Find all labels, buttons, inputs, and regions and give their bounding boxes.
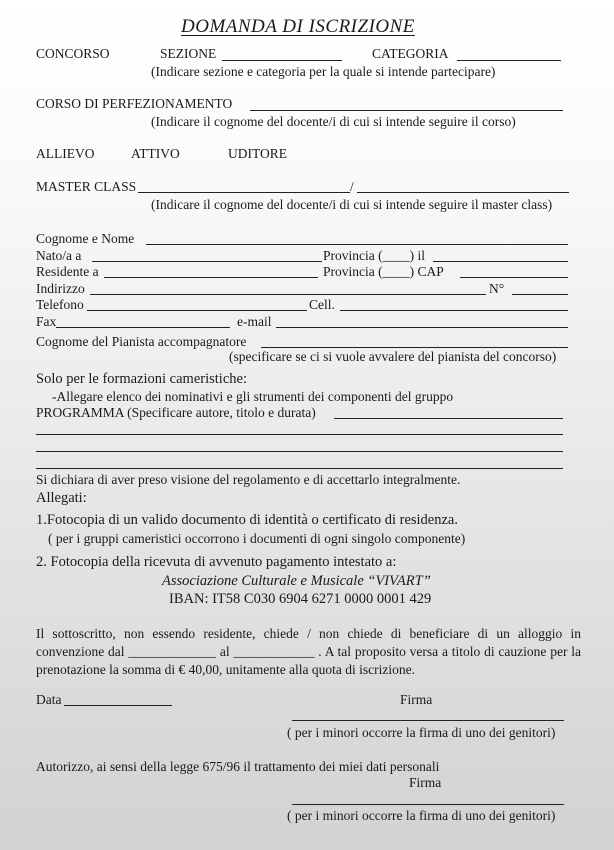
pianista-label: Cognome del Pianista accompagnatore (36, 334, 247, 349)
corso-field[interactable] (250, 110, 563, 111)
programma-field-1[interactable] (334, 418, 563, 419)
privacy-text: Autorizzo, ai sensi della legge 675/96 il trattamento dei miei dati personali (36, 759, 440, 774)
programma-field-3[interactable] (36, 451, 563, 452)
cell-label: Cell. (309, 297, 335, 312)
cap-field[interactable] (460, 277, 568, 278)
cameristiche-heading: Solo per le formazioni cameristiche: (36, 371, 247, 387)
data-label: Data (36, 692, 62, 707)
allegato-1-note: ( per i gruppi cameristici occorrono i documenti di ogni singolo componente) (48, 531, 466, 546)
pianista-field[interactable] (261, 347, 568, 348)
data-field[interactable] (64, 705, 172, 706)
option-uditore[interactable]: UDITORE (228, 146, 287, 161)
telefono-field[interactable] (87, 310, 307, 311)
sezione-field[interactable] (222, 60, 342, 61)
firma-note-2: ( per i minori occorre la firma di uno dei genitori) (287, 808, 556, 823)
dichiarazione: Si dichiara di aver preso visione del regolamento e di accettarlo integralmente. (36, 472, 461, 487)
firma-label-1: Firma (400, 692, 433, 707)
data-nascita-field[interactable] (433, 261, 568, 262)
master-field-1[interactable] (138, 192, 350, 193)
provincia-cap-label: Provincia (____) CAP (323, 264, 444, 279)
residente-field[interactable] (104, 277, 318, 278)
indirizzo-label: Indirizzo (36, 281, 85, 296)
fax-field[interactable] (56, 327, 230, 328)
provincia-il-label: Provincia (____) il (323, 248, 425, 263)
master-slash: / (350, 179, 354, 194)
allegato-2: 2. Fotocopia della ricevuta di avvenuto pagamento intestato a: (36, 554, 397, 570)
pianista-note: (specificare se ci si vuole avvalere del pianista del concorso) (229, 349, 557, 364)
categoria-field[interactable] (457, 60, 561, 61)
email-label: e-mail (237, 314, 272, 329)
programma-label: PROGRAMMA (Specificare autore, titolo e durata) (36, 405, 316, 420)
fax-label: Fax (36, 314, 57, 329)
firma-field-2[interactable] (292, 804, 564, 805)
firma-field-1[interactable] (292, 720, 564, 721)
corso-label: CORSO DI PERFEZIONAMENTO (36, 96, 233, 111)
option-allievo[interactable]: ALLIEVO (36, 146, 95, 161)
concorso-label: CONCORSO (36, 46, 110, 61)
alloggio-paragraph: Il sottoscritto, non essendo residente, chiede / non chiede di beneficiare di un alloggio in convenzione dal _____________ al ____________ . A tal proposito versa a titolo di cauzione per la prenotazione la somma di € 40,00, unitamente alla quota di iscrizione. (36, 626, 581, 677)
master-note: (Indicare il cognome del docente/i di cui si intende seguire il master class) (151, 197, 553, 212)
firma-note-1: ( per i minori occorre la firma di uno dei genitori) (287, 725, 556, 740)
iban: IBAN: IT58 C030 6904 6271 0000 0001 429 (169, 591, 432, 607)
categoria-label: CATEGORIA (372, 46, 449, 61)
concorso-note: (Indicare sezione e categoria per la quale si intende partecipare) (151, 64, 496, 79)
form-title: DOMANDA DI ISCRIZIONE (181, 16, 415, 37)
master-label: MASTER CLASS (36, 179, 137, 194)
cognome-nome-label: Cognome e Nome (36, 231, 135, 246)
cell-field[interactable] (340, 310, 568, 311)
programma-field-2[interactable] (36, 434, 563, 435)
cameristiche-note: -Allegare elenco dei nominativi e gli strumenti dei componenti del gruppo (52, 389, 454, 404)
sezione-label: SEZIONE (160, 46, 217, 61)
indirizzo-field[interactable] (90, 294, 486, 295)
programma-field-4[interactable] (36, 468, 563, 469)
allegato-1: 1.Fotocopia di un valido documento di identità o certificato di residenza. (36, 512, 458, 528)
master-field-2[interactable] (357, 192, 569, 193)
option-attivo[interactable]: ATTIVO (131, 146, 180, 161)
firma-label-2: Firma (409, 775, 442, 790)
nato-label: Nato/a a (36, 248, 82, 263)
association-name: Associazione Culturale e Musicale “VIVART” (162, 573, 431, 589)
residente-label: Residente a (36, 264, 99, 279)
numero-label: N° (489, 281, 505, 296)
cognome-nome-field[interactable] (146, 244, 568, 245)
email-field[interactable] (276, 327, 568, 328)
allegati-heading: Allegati: (36, 490, 87, 506)
numero-field[interactable] (512, 294, 568, 295)
telefono-label: Telefono (36, 297, 84, 312)
nato-field[interactable] (92, 261, 322, 262)
corso-note: (Indicare il cognome del docente/i di cui si intende seguire il corso) (151, 114, 516, 129)
